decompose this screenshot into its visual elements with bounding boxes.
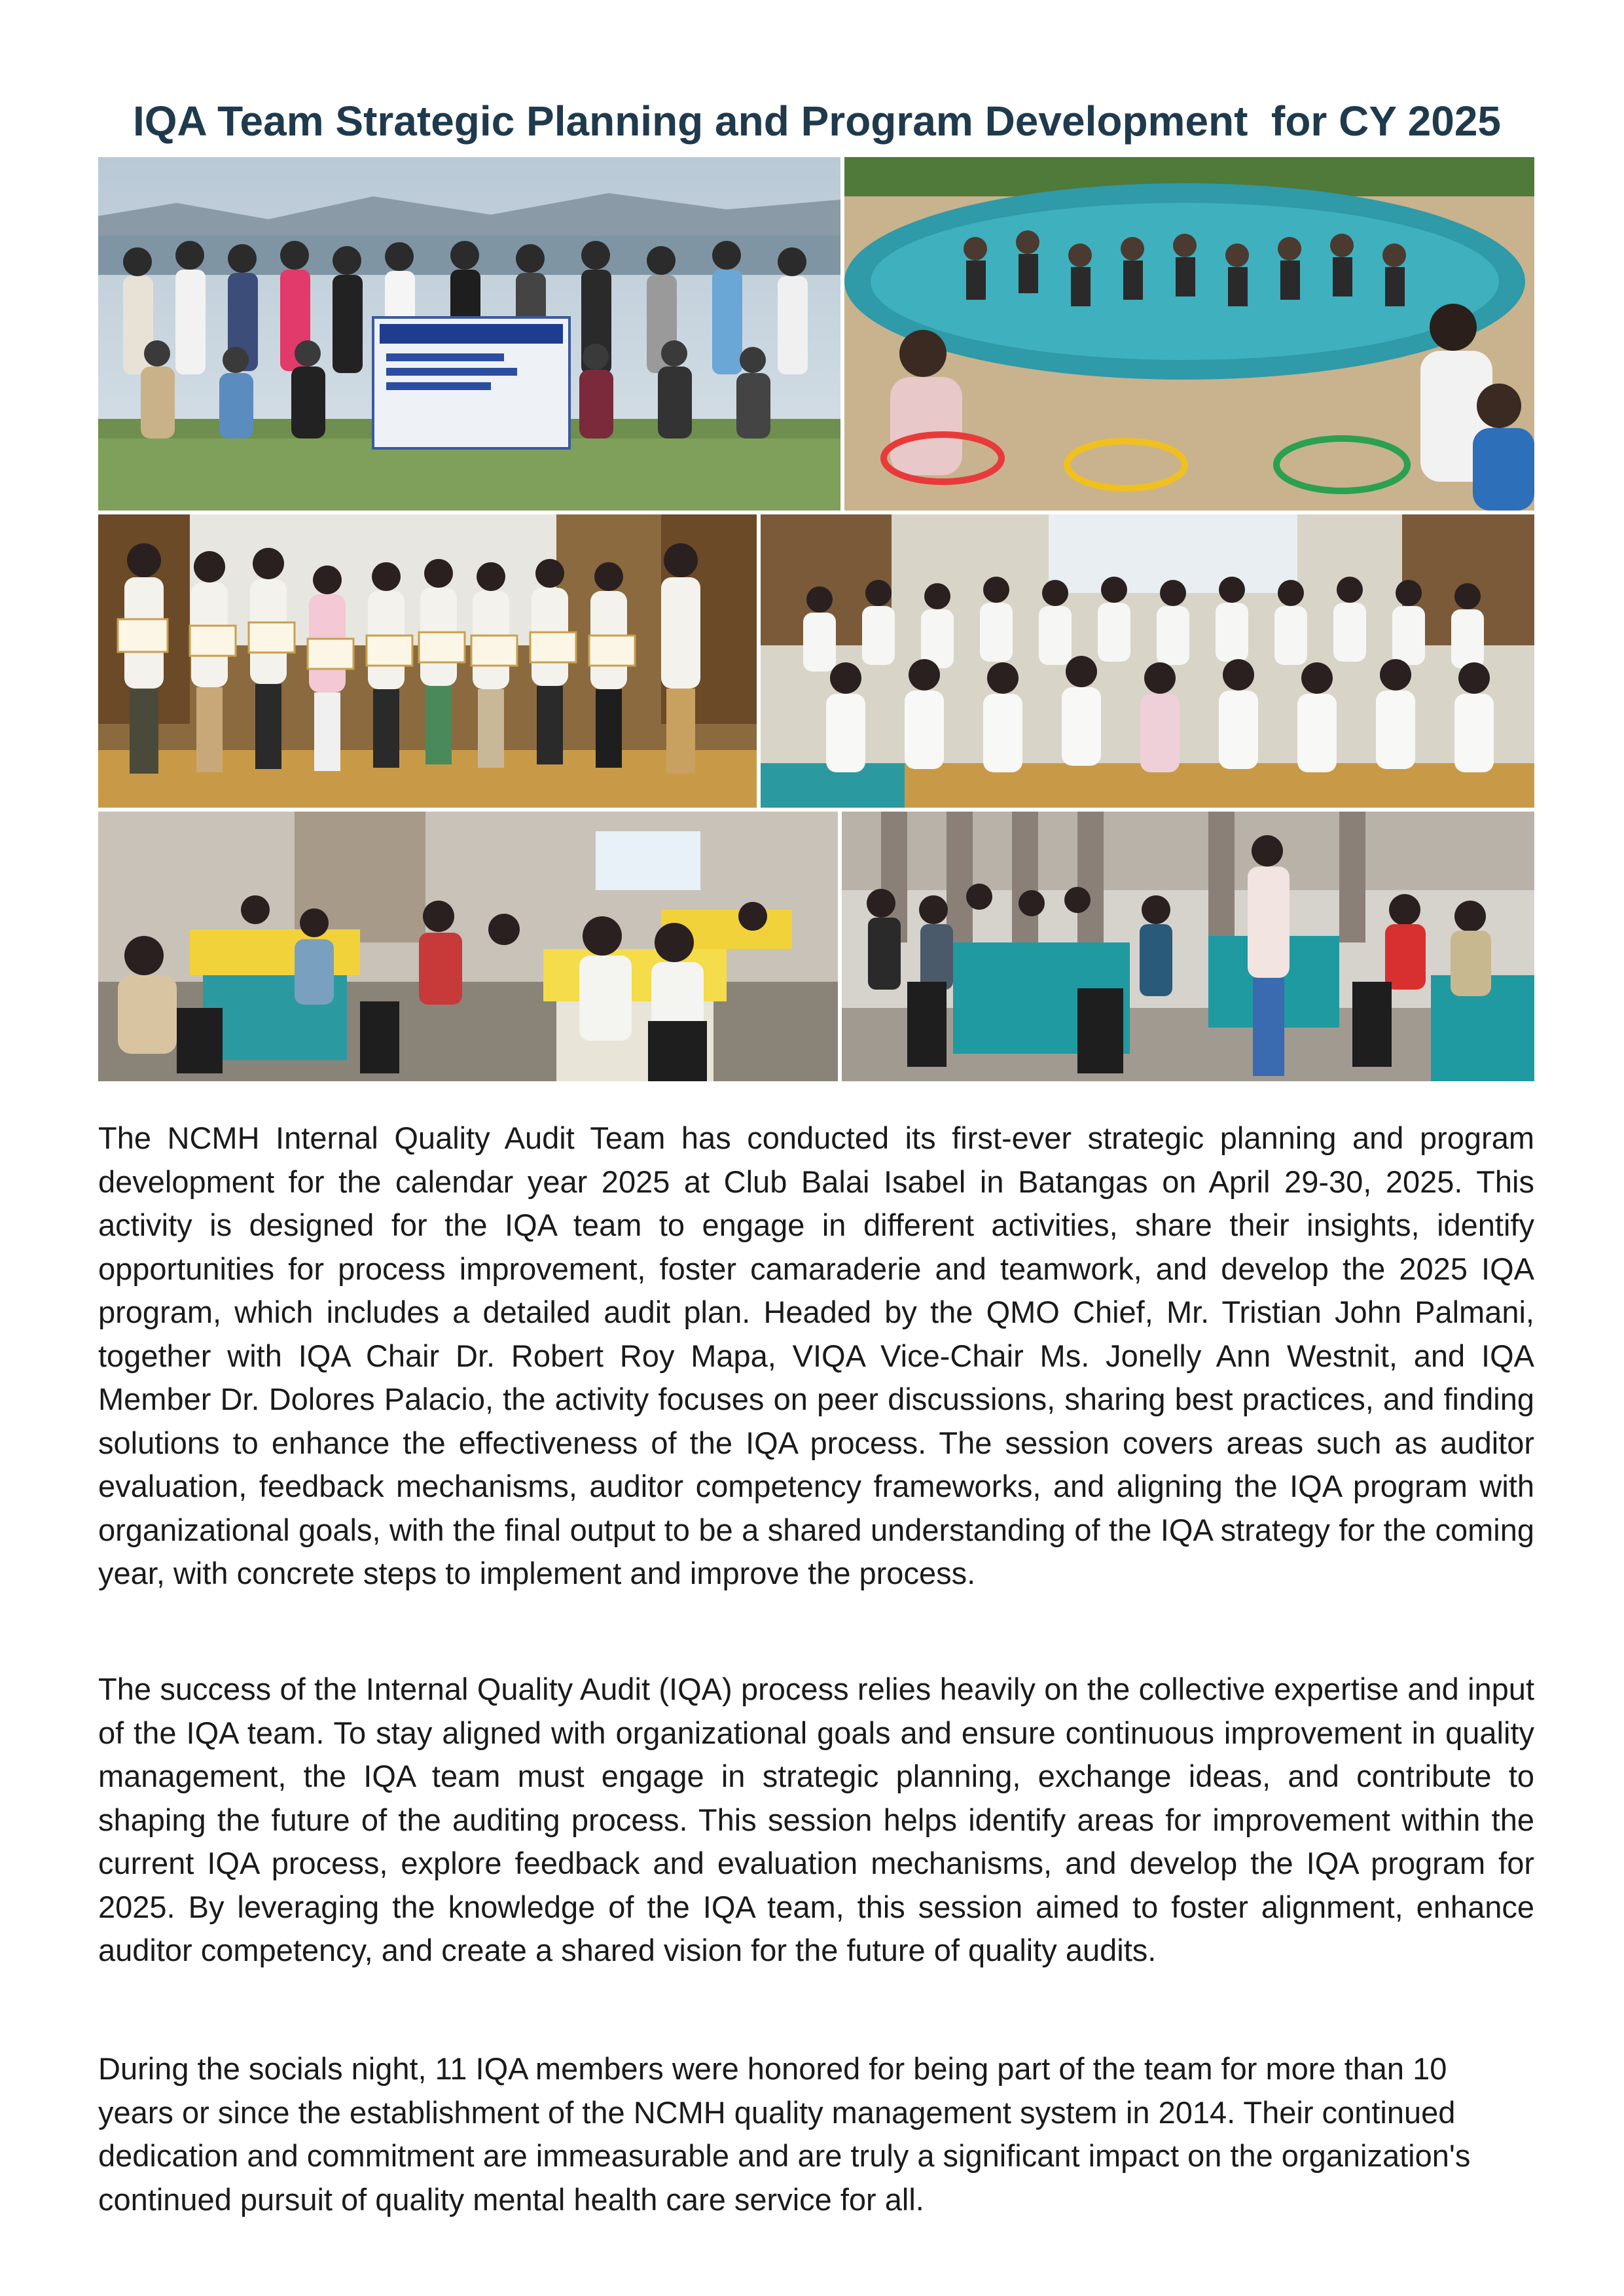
article-paragraph-1: The NCMH Internal Quality Audit Team has conducted its first-ever strategic planning and program development for the calendar year 2025 at Club Balai Isabel in Batangas on April 29-30, 2025. This activity is designed for the IQA team to engage in different activities, share their insights, identify opportunities for process improvement, foster camaraderie and teamwork, and develop the 2025 IQA program, which includes a detailed audit plan. Headed by the QMO Chief, Mr. Tristian John Palmani, together with IQA Chair Dr. Robert Roy Mapa, VIQA Vice-Chair Ms. Jonelly Ann Westnit, and IQA Member Dr. Dolores Palacio, the activity focuses on peer discussions, sharing best practices, and finding solutions to enhance the effectiveness of the IQA process. The session covers areas such as auditor evaluation, feedback mechanisms, auditor competency frameworks, and aligning the IQA program with organizational goals, with the final output to be a shared understanding of the IQA strategy for the coming year, with concrete steps to implement and improve the process. [98, 1121, 1534, 1590]
group-photo-hall [761, 514, 1534, 808]
workshop-session-2 [842, 812, 1534, 1081]
page-title: IQA Team Strategic Planning and Program Development for CY 2025 [132, 98, 1502, 145]
workshop-session-1 [98, 812, 838, 1081]
certificate-awardees [98, 514, 757, 808]
article-paragraph-2: The success of the Internal Quality Audit (IQA) process relies heavily on the collective expertise and input of the IQA team. To stay aligned with organizational goals and ensure continuous improvement in quality management, the IQA team must engage in strategic planning, exchange ideas, and contribute to shaping the future of the auditing process. This session helps identify areas for improvement within the current IQA process, explore feedback and evaluation mechanisms, and develop the IQA program for 2025. By leveraging the knowledge of the IQA team, this session aimed to foster alignment, enhance auditor competency, and create a shared vision for the future of quality audits. [98, 1672, 1534, 1967]
pool-activity [844, 157, 1534, 511]
group-photo-with-banner [98, 157, 840, 511]
photo-collage [98, 157, 1534, 1081]
article-paragraph-3: During the socials night, 11 IQA members were honored for being part of the team for more than 10 years or since the establishment of the NCMH quality management system in 2014. Their continued dedication and commitment are immeasurable and are truly a significant impact on the organization's continued pursuit of quality mental health care service for all. [98, 2051, 1471, 2217]
